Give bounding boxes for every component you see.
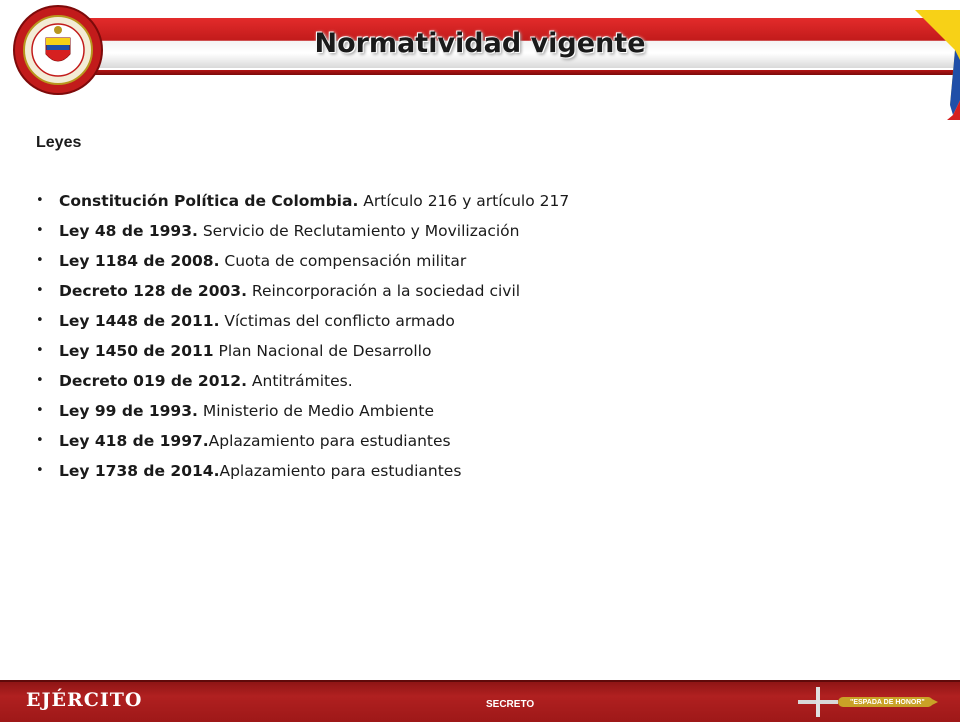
page-title: Normatividad vigente [314, 28, 646, 59]
bullet: • [36, 463, 44, 478]
law-reference: Constitución Política de Colombia. [59, 192, 359, 210]
bullet: • [36, 283, 44, 298]
bullet: • [36, 373, 44, 388]
header-underline [70, 70, 960, 75]
brand-logo: EJÉRCITO [26, 689, 143, 711]
law-reference: Decreto 128 de 2003. [59, 282, 247, 300]
law-description: Reincorporación a la sociedad civil [246, 282, 521, 300]
law-description: Aplazamiento para estudiantes [219, 462, 462, 480]
law-reference: Ley 99 de 1993. [59, 402, 198, 420]
law-description: Cuota de compensación militar [219, 252, 467, 270]
list-item [36, 250, 916, 280]
list-item [36, 430, 916, 460]
law-reference: Decreto 019 de 2012. [59, 372, 247, 390]
content-area [36, 132, 916, 490]
bullet: • [36, 253, 44, 268]
list-item [36, 190, 916, 220]
section-heading: Leyes [36, 134, 82, 151]
header [0, 0, 960, 110]
law-description: Ministerio de Medio Ambiente [197, 402, 434, 420]
bullet: • [36, 193, 44, 208]
law-reference: Ley 1448 de 2011. [59, 312, 220, 330]
bullet: • [36, 223, 44, 238]
footer [0, 680, 960, 722]
law-reference: Ley 1738 de 2014. [59, 462, 220, 480]
law-reference: Ley 1184 de 2008. [59, 252, 220, 270]
colombia-flag-icon [895, 10, 960, 120]
law-reference: Ley 1450 de 2011 [59, 342, 214, 360]
law-reference: Ley 418 de 1997. [59, 432, 209, 450]
law-description: Servicio de Reclutamiento y Movilización [197, 222, 520, 240]
law-description: Víctimas del conflicto armado [219, 312, 455, 330]
motto-text: "ESPADA DE HONOR" [850, 699, 925, 706]
list-item [36, 340, 916, 370]
law-reference: Ley 48 de 1993. [59, 222, 198, 240]
law-description: Artículo 216 y artículo 217 [358, 192, 570, 210]
bullet: • [36, 403, 44, 418]
bullet: • [36, 433, 44, 448]
list-item [36, 310, 916, 340]
bullet: • [36, 313, 44, 328]
classification-label: SECRETO [486, 699, 535, 710]
bullet: • [36, 343, 44, 358]
list-item [36, 460, 916, 490]
law-description: Plan Nacional de Desarrollo [213, 342, 432, 360]
list-item [36, 370, 916, 400]
list-item [36, 280, 916, 310]
list-item [36, 400, 916, 430]
list-item [36, 220, 916, 250]
law-description: Antitrámites. [246, 372, 353, 390]
law-list [36, 190, 916, 490]
law-description: Aplazamiento para estudiantes [208, 432, 451, 450]
